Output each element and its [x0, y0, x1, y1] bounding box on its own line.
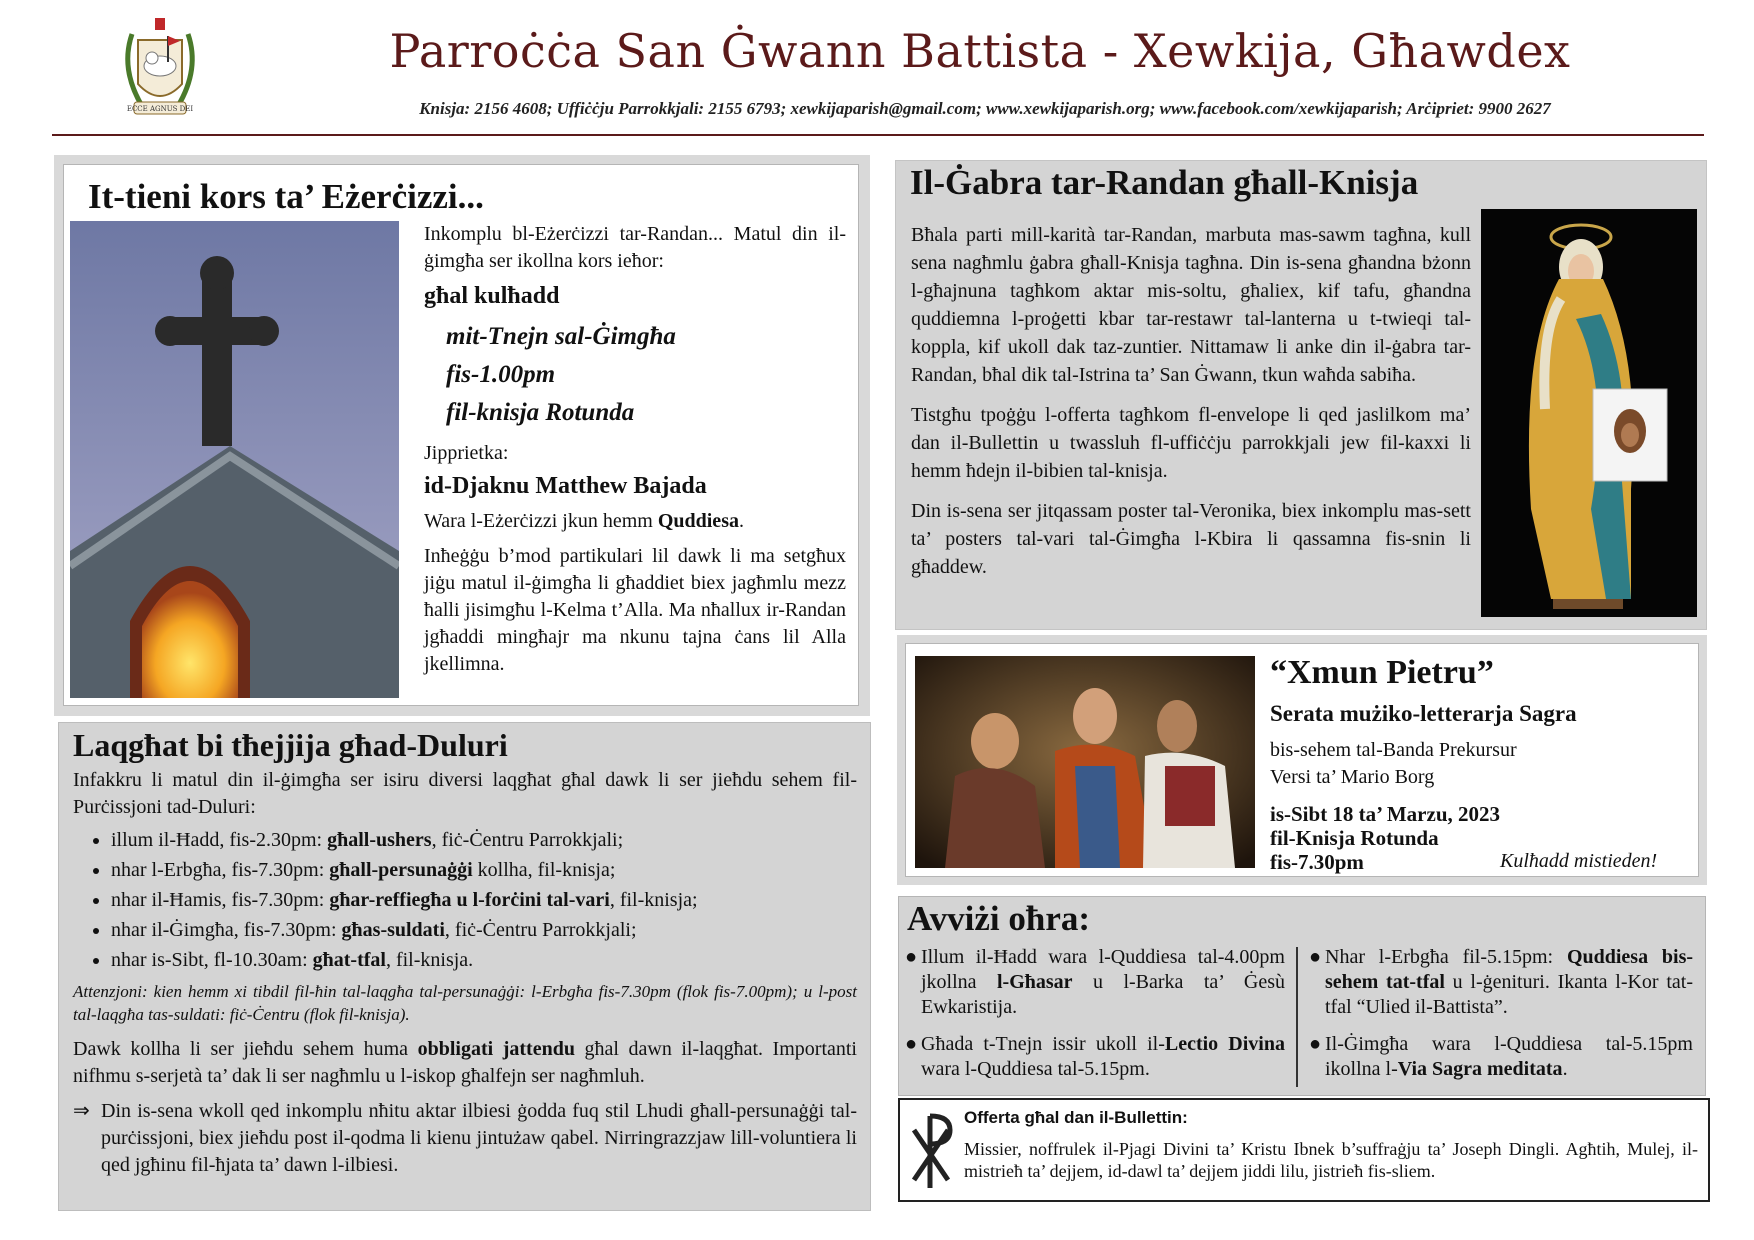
header-divider — [52, 134, 1704, 136]
contact-line: Knisja: 2156 4608; Uffiċċju Parrokkjali: 2155 6793; xewkijaparish@gmail.com; www.xewkijaparish.org; www.facebook.com/xewkijaparish; Arċipriet: 9900 2627 — [419, 99, 1551, 118]
notice-bold: Via Sagra meditata — [1397, 1058, 1563, 1080]
after-pre: Wara l-Eżerċizzi jkun hemm — [424, 510, 658, 532]
concert-panel — [897, 635, 1707, 885]
exercises-audience: għal kulħadd — [424, 283, 560, 309]
collection-title: Il-Ġabra tar-Randan għall-Knisja — [910, 163, 1419, 202]
collection-body — [911, 221, 1471, 593]
saint-peter-painting — [915, 656, 1255, 868]
meeting-item — [111, 947, 857, 974]
meeting-where: , fil-knisja. — [385, 949, 474, 971]
meetings-panel — [58, 722, 871, 1211]
costumes-note — [73, 1098, 857, 1179]
meetings-intro: Infakkru li matul din il-ġimgħa ser isiru diversi laqgħat għal dawk li ser jieħdu sehem fil-Purċissjoni tad-Duluri: — [73, 769, 857, 818]
collection-panel — [895, 160, 1707, 630]
meeting-when: illum il-Ħadd, fis-2.30pm: — [111, 829, 328, 851]
obligation-bold: obbligati jattendu — [417, 1038, 575, 1060]
meeting-when: nhar il-Ġimgħa, fis-7.30pm: — [111, 919, 342, 941]
concert-date: is-Sibt 18 ta’ Marzu, 2023 — [1270, 802, 1501, 826]
meeting-item — [111, 887, 857, 914]
parish-crest-logo — [112, 14, 208, 124]
notice-post: . — [1562, 1058, 1568, 1080]
obligation-pre: Dawk kollha li ser jieħdu sehem huma — [73, 1038, 418, 1060]
bullet-icon: ● — [905, 946, 918, 968]
notices-right-column — [1309, 945, 1693, 1094]
meetings-body — [73, 767, 857, 1179]
concert-band: bis-sehem tal-Banda Prekursur — [1270, 739, 1517, 761]
concert-title: “Xmun Pietru” — [1270, 654, 1494, 691]
notices-panel — [898, 896, 1706, 1096]
meetings-list — [73, 827, 857, 974]
after-exercises-note — [424, 508, 846, 535]
offering-panel — [898, 1098, 1710, 1202]
exercises-encouragement: Inħeġġu b’mod partikulari lil dawk li ma setgħux jiġu matul il-ġimgħa li għaddiet biex jagħmlu mezz ħalli jisimgħu l-Kelma t’Alla. Ma nħallux ir-Randan jgħaddi mingħajr ma nkunu tajna ċans lil Alla jkellimna. — [424, 545, 846, 675]
exercises-place: fil-knisja Rotunda — [446, 399, 635, 426]
offering-heading: Offerta għal dan il-Bullettin: — [964, 1108, 1188, 1127]
notice-pre: Illum il-Ħadd wara l-Quddiesa tal-4.00pm jkollna — [921, 946, 1285, 993]
after-bold: Quddiesa — [657, 510, 739, 532]
meeting-group: għar-reffiegħa u l-forċini tal-vari — [329, 889, 610, 911]
concert-subtitle: Serata mużiko-letterarja Sagra — [1270, 701, 1577, 726]
meeting-where: , fiċ-Ċentru Parrokkjali; — [431, 829, 624, 851]
concert-place: fil-Knisja Rotunda — [1270, 826, 1439, 850]
notice-item — [905, 1032, 1285, 1082]
chi-rho-icon — [906, 1110, 954, 1192]
cross-photo — [70, 221, 399, 698]
exercises-time: fis-1.00pm — [446, 361, 556, 388]
meeting-when: nhar l-Erbgħa, fis-7.30pm: — [111, 859, 330, 881]
bullet-icon: ● — [905, 1033, 918, 1055]
notice-post: u l-ġenituri. Ikanta l-Kor tat-tfal “Ulied il-Battista”. — [1325, 971, 1693, 1018]
preacher-label: Jipprietka: — [424, 442, 509, 464]
notice-post: u l-Barka ta’ Ġesù Ewkaristija. — [921, 971, 1286, 1018]
meeting-when: nhar il-Ħamis, fis-7.30pm: — [111, 889, 330, 911]
notice-bold: Quddiesa bis-sehem tat-tfal — [1325, 946, 1694, 993]
veronica-statue-image — [1481, 209, 1697, 617]
meetings-obligation — [73, 1036, 857, 1090]
bullet-icon: ● — [1309, 1033, 1322, 1055]
meeting-group: għall-ushers — [327, 829, 432, 851]
notice-item — [905, 945, 1285, 1020]
meeting-where: , fil-knisja; — [609, 889, 698, 911]
notice-pre: Nhar l-Erbgħa fil-5.15pm: — [1325, 946, 1567, 968]
after-post: . — [738, 510, 744, 532]
collection-paragraph: Din is-sena ser jitqassam poster tal-Veronika, biex inkomplu mas-sett ta’ posters tal-vari tal-Ġimgħa l-Kbira li qassamna fis-snin li għaddew. — [911, 500, 1471, 578]
meeting-item — [111, 857, 857, 884]
obligation-post: għal dawn il-laqgħat. Importanti nifhmu s-serjetà ta’ dak li ser nagħmlu u l-iskop għalfejn ser nagħmluh. — [73, 1038, 857, 1087]
exercises-text — [424, 221, 846, 678]
meeting-where: kollha, fil-knisja; — [472, 859, 616, 881]
notice-bold: l-Għasar — [997, 971, 1073, 993]
exercises-title: It-tieni kors ta’ Eżerċizzi... — [88, 177, 484, 216]
notice-item — [1309, 1032, 1693, 1082]
concert-verses: Versi ta’ Mario Borg — [1270, 766, 1435, 788]
exercises-days: mit-Tnejn sal-Ġimgħa — [446, 323, 676, 350]
notice-post: wara l-Quddiesa tal-5.15pm. — [921, 1058, 1150, 1080]
notices-divider — [1296, 947, 1298, 1087]
notice-pre: Il-Ġimgħa wara l-Quddiesa tal-5.15pm ikollna l- — [1325, 1033, 1693, 1080]
notice-bold: Lectio Divina — [1164, 1033, 1285, 1055]
notice-item — [1309, 945, 1693, 1020]
notices-title: Avviżi oħra: — [907, 899, 1091, 938]
exercises-intro: Inkomplu bl-Eżerċizzi tar-Randan... Matul din il-ġimgħa ser ikollna kors ieħor: — [424, 223, 846, 272]
offering-text: Missier, noffrulek il-Pjagi Divini ta’ Kristu Ibnek b’suffraġju ta’ Joseph Dingli. Agħtih, Mulej, il-mistrieħ ta’ dejjem, id-dawl ta’ dejjem jiddi lilu, jistrieħ fis-sliem. — [964, 1139, 1698, 1181]
page-title: Parroċċa San Ġwann Battista - Xewkija, Għawdex — [389, 24, 1571, 78]
collection-paragraph: Bħala parti mill-karità tar-Randan, marbuta mas-sawm tagħna, kull sena nagħmlu ġabra għall-Knisja tagħna. Din is-sena għandna bżonn l-għajnuna tagħkom aktar mis-soltu, għaliex, kif tafu, għandna quddiemna l-proġetti kbar tar-restawr tal-lanterna u t-twieqi tal-koppla, kif ukoll dak taz-zuntier. Nittamaw li anke din il-ġabra tar-Randan, bħal dik tal-Istrina ta’ San Ġwann, tkun waħda sabiħa. — [911, 224, 1471, 386]
concert-welcome: Kulħadd mistieden! — [1500, 850, 1658, 872]
meeting-group: għat-tfal — [312, 949, 386, 971]
preacher-name: id-Djaknu Matthew Bajada — [424, 473, 707, 499]
meeting-group: għall-persunaġġi — [329, 859, 473, 881]
exercises-panel — [54, 155, 870, 716]
notice-pre: Għada t-Tnejn issir ukoll il- — [921, 1033, 1165, 1055]
meetings-attention-note: Attenzjoni: kien hemm xi tibdil fil-ħin tal-laqgħa tal-persunaġġi: l-Erbgħa fis-7.30pm (flok fis-7.00pm); u l-post tal-laqgħa tas-suldati: fiċ-Ċentru (flok fil-knisja). — [73, 982, 857, 1024]
meeting-item — [111, 827, 857, 854]
meeting-item — [111, 917, 857, 944]
meeting-where: , fiċ-Ċentru Parrokkjali; — [444, 919, 637, 941]
meeting-when: nhar is-Sibt, fl-10.30am: — [111, 949, 313, 971]
meeting-group: għas-suldati — [341, 919, 445, 941]
notices-left-column — [905, 945, 1285, 1094]
costumes-text: Din is-sena wkoll qed inkomplu nħitu aktar ilbiesi ġodda fuq stil Lhudi għall-persunaġġi tal-purċissjoni, biex jieħdu post il-qodma li kienu jintużaw qabel. Nirringrazzjaw lill-voluntiera li qed jgħinu fil-ħjata ta’ dawn l-ilbiesi. — [101, 1100, 857, 1176]
concert-time: fis-7.30pm — [1270, 850, 1364, 874]
meetings-title: Laqgħat bi tħejjija għad-Duluri — [73, 727, 508, 763]
arrow-right-icon: ⇒ — [73, 1100, 90, 1122]
collection-paragraph: Tistgħu tpoġġu l-offerta tagħkom fl-envelope li qed jaslilkom ma’ dan il-Bullettin u twassluh fl-uffiċċju parrokkjali jew fil-kaxxi li hemm ħdejn il-bibien tal-knisja. — [911, 404, 1471, 482]
bullet-icon: ● — [1309, 946, 1322, 968]
crest-motto: ECCE AGNUS DEI — [126, 105, 194, 113]
